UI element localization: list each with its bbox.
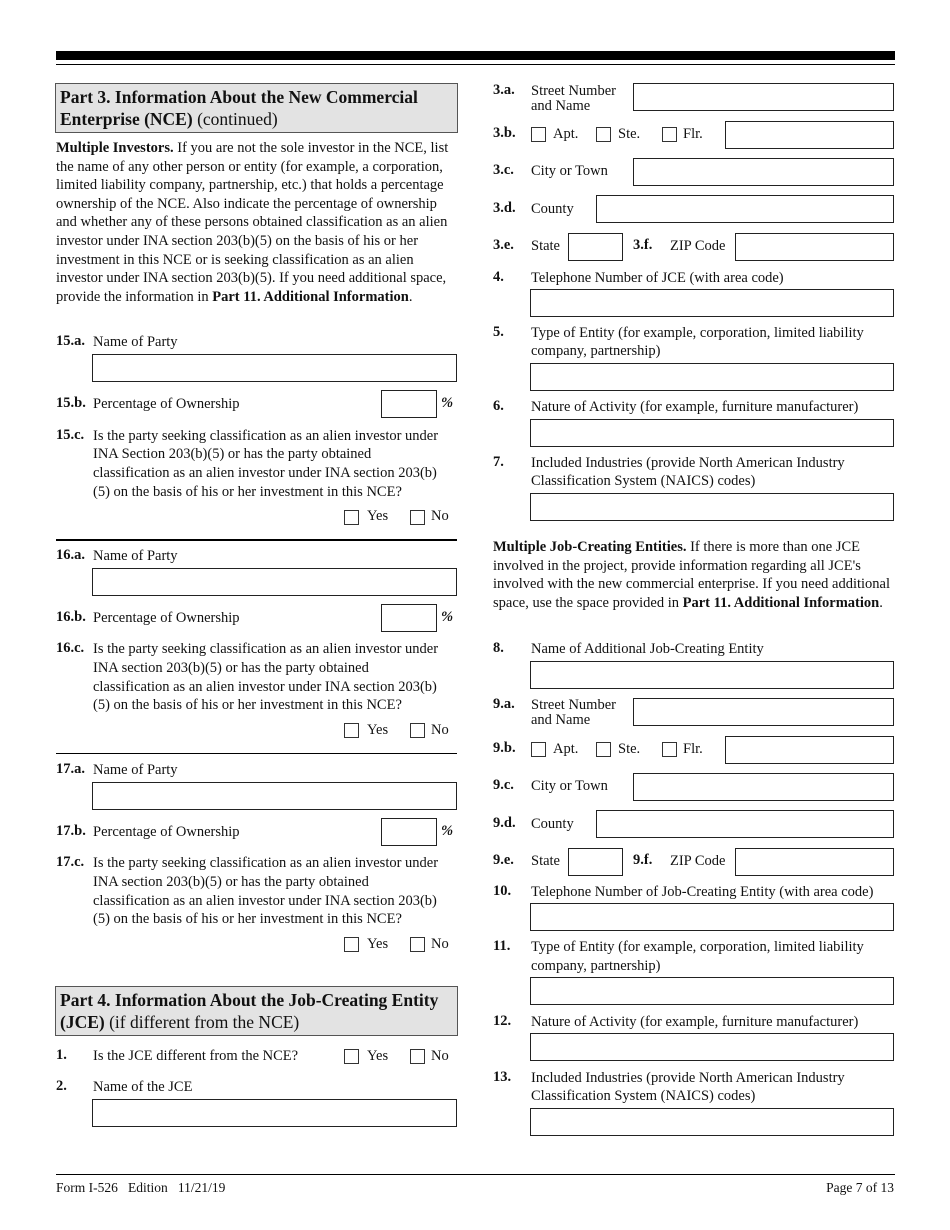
additional-jce-nature-of-activity-input[interactable]	[530, 1033, 894, 1061]
item-13-label-line1: Included Industries (provide North American Industry	[531, 1070, 845, 1086]
name-of-party-15-input[interactable]	[92, 354, 457, 382]
item-9a-label-line1: Street Number	[531, 697, 616, 713]
item-17c-yes-label: Yes	[367, 936, 389, 952]
item-15c-line1: Is the party seeking classification as an alien investor under	[93, 428, 439, 444]
item-9e-label: State	[531, 853, 560, 869]
intro-heading: Multiple Investors.	[56, 140, 174, 156]
part4-title-suffix: (if different from the NCE)	[104, 1012, 300, 1032]
item-3c-label: City or Town	[531, 163, 608, 179]
item-7-number: 7.	[493, 454, 504, 470]
item-9f-label: ZIP Code	[670, 853, 726, 869]
additional-jce-state-input[interactable]	[568, 848, 623, 876]
additional-jce-naics-input[interactable]	[530, 1108, 894, 1136]
part3-header	[55, 83, 458, 133]
item-9d-label: County	[531, 816, 574, 832]
percent-sign-15: %	[441, 395, 454, 411]
additional-jce-unit-input[interactable]	[725, 736, 894, 764]
item-5-label-line2: company, partnership)	[531, 343, 661, 359]
footer-page-number: Page 7 of 13	[826, 1180, 894, 1195]
percentage-16-input[interactable]	[381, 604, 437, 632]
additional-jce-street-input[interactable]	[633, 698, 894, 726]
item-6-number: 6.	[493, 398, 504, 414]
percent-sign-17: %	[441, 823, 454, 839]
item-15c-yes-checkbox[interactable]	[344, 510, 359, 525]
item-7-label-line1: Included Industries (provide North American Industry	[531, 455, 845, 471]
item-8-number: 8.	[493, 640, 504, 656]
item-11-label-line1: Type of Entity (for example, corporation, limited liability	[531, 939, 864, 955]
item-17a-label: Name of Party	[93, 762, 178, 778]
item-3c-number: 3.c.	[493, 162, 514, 178]
item-3d-label: County	[531, 201, 574, 217]
jce-zip-input[interactable]	[735, 233, 894, 261]
jce-telephone-input[interactable]	[530, 289, 894, 317]
part3-title-suffix: (continued)	[192, 109, 278, 129]
multiple-investors-intro	[56, 139, 456, 306]
item-15a-label: Name of Party	[93, 334, 178, 350]
apt-checkbox-2[interactable]	[531, 742, 546, 757]
jce-city-input[interactable]	[633, 158, 894, 186]
item-5-label-line1: Type of Entity (for example, corporation, limited liability	[531, 325, 864, 341]
part3-title: Part 3. Information About the New Commercial Enterprise (NCE)	[60, 87, 418, 129]
item-12-number: 12.	[493, 1013, 512, 1029]
additional-jce-city-input[interactable]	[633, 773, 894, 801]
divider-16-17	[56, 753, 457, 754]
item-16c-line3: classification as an alien investor under INA section 203(b)	[93, 679, 437, 695]
item-9d-number: 9.d.	[493, 815, 516, 831]
item-9e-number: 9.e.	[493, 852, 514, 868]
item-15c-line4: (5) on the basis of his or her investment in this NCE?	[93, 484, 402, 500]
item-17c-line2: INA section 203(b)(5) or has the party obtained	[93, 874, 369, 890]
part4-q1-no-checkbox[interactable]	[410, 1049, 425, 1064]
item-8-label: Name of Additional Job-Creating Entity	[531, 641, 764, 657]
item-3f-label: ZIP Code	[670, 238, 726, 254]
flr-label-1: Flr.	[683, 126, 703, 142]
multi-jce-text: If there is more than one JCE involved in the project, provide information regarding all JCE's involved with the new commercial enterprise. If you need additional space, use the space provided in	[493, 539, 891, 611]
jce-naics-input[interactable]	[530, 493, 894, 521]
part4-q1-yes-checkbox[interactable]	[344, 1049, 359, 1064]
jce-unit-input[interactable]	[725, 121, 894, 149]
intro-text: If you are not the sole investor in the NCE, list the name of any other person or entity (for example, a corporation, limited liability company, partnership, etc.) that holds a percentage ownership of the NCE. Also indicate the percentage of ownership and whether any of these persons obtained classification as an alien investor under INA section 203(b)(5) on the basis of his or her investment in this NCE or is seeking classification as an alien investor under INA section 203(b)(5). If you need additional space, provide the information in	[56, 140, 449, 305]
item-3f-number: 3.f.	[633, 237, 653, 253]
item-15b-label: Percentage of Ownership	[93, 396, 240, 412]
item-9c-label: City or Town	[531, 778, 608, 794]
jce-state-input[interactable]	[568, 233, 623, 261]
item-16c-number: 16.c.	[56, 640, 85, 656]
multi-jce-end: .	[879, 594, 883, 611]
item-15c-no-checkbox[interactable]	[410, 510, 425, 525]
item-17b-label: Percentage of Ownership	[93, 824, 240, 840]
additional-jce-name-input[interactable]	[530, 661, 894, 689]
intro-ref: Part 11. Additional Information	[212, 288, 409, 305]
item-17c-no-label: No	[431, 936, 449, 952]
item-17c-no-checkbox[interactable]	[410, 937, 425, 952]
footer-rule	[56, 1174, 895, 1175]
item-16c-no-checkbox[interactable]	[410, 723, 425, 738]
multi-jce-ref: Part 11. Additional Information	[682, 594, 880, 611]
jce-county-input[interactable]	[596, 195, 894, 223]
additional-jce-county-input[interactable]	[596, 810, 894, 838]
item-3a-number: 3.a.	[493, 82, 515, 98]
item-15c-line2: INA Section 203(b)(5) or has the party obtained	[93, 446, 372, 462]
percent-sign-16: %	[441, 609, 454, 625]
apt-checkbox-1[interactable]	[531, 127, 546, 142]
item-16c-line1: Is the party seeking classification as an alien investor under	[93, 641, 439, 657]
item-9f-number: 9.f.	[633, 852, 653, 868]
item-17c-line4: (5) on the basis of his or her investment in this NCE?	[93, 911, 402, 927]
item-17c-number: 17.c.	[56, 854, 85, 870]
item-10-label: Telephone Number of Job-Creating Entity (with area code)	[531, 884, 874, 900]
item-17c-line1: Is the party seeking classification as an alien investor under	[93, 855, 439, 871]
apt-label-2: Apt.	[553, 741, 579, 757]
jce-street-input[interactable]	[633, 83, 894, 111]
intro-end: .	[408, 288, 413, 305]
item-9a-number: 9.a.	[493, 696, 515, 712]
top-thin-rule	[56, 64, 895, 65]
part4-q2-number: 2.	[56, 1078, 67, 1094]
ste-label-2: Ste.	[618, 741, 641, 757]
part4-q1-no-label: No	[431, 1048, 449, 1064]
additional-jce-entity-type-input[interactable]	[530, 977, 894, 1005]
ste-checkbox-2[interactable]	[596, 742, 611, 757]
item-5-number: 5.	[493, 324, 504, 340]
apt-label-1: Apt.	[553, 126, 579, 142]
item-15c-line3: classification as an alien investor under INA section 203(b)	[93, 465, 437, 481]
flr-label-2: Flr.	[683, 741, 703, 757]
jce-name-input[interactable]	[92, 1099, 457, 1127]
item-7-label-line2: Classification System (NAICS) codes)	[531, 473, 756, 489]
ste-checkbox-1[interactable]	[596, 127, 611, 142]
item-16c-yes-label: Yes	[367, 722, 389, 738]
item-16a-label: Name of Party	[93, 548, 178, 564]
item-16b-label: Percentage of Ownership	[93, 610, 240, 626]
flr-checkbox-2[interactable]	[662, 742, 677, 757]
item-6-label: Nature of Activity (for example, furniture manufacturer)	[531, 399, 859, 415]
item-16a-number: 16.a.	[56, 547, 85, 563]
item-9a-label-line2: and Name	[531, 712, 591, 728]
item-16c-yes-checkbox[interactable]	[344, 723, 359, 738]
item-16c-line4: (5) on the basis of his or her investment in this NCE?	[93, 697, 402, 713]
item-17b-number: 17.b.	[56, 823, 86, 839]
flr-checkbox-1[interactable]	[662, 127, 677, 142]
item-16b-number: 16.b.	[56, 609, 86, 625]
item-3d-number: 3.d.	[493, 200, 516, 216]
item-15c-number: 15.c.	[56, 427, 85, 443]
item-4-number: 4.	[493, 269, 504, 285]
item-15b-number: 15.b.	[56, 395, 86, 411]
item-15a-number: 15.a.	[56, 333, 85, 349]
item-9c-number: 9.c.	[493, 777, 514, 793]
item-3a-label-line2: and Name	[531, 98, 591, 114]
item-11-number: 11.	[493, 938, 511, 954]
item-3b-number: 3.b.	[493, 125, 516, 141]
item-13-number: 13.	[493, 1069, 512, 1085]
part4-q2-label: Name of the JCE	[93, 1079, 193, 1095]
divider-15-16	[56, 539, 457, 541]
item-16c-no-label: No	[431, 722, 449, 738]
item-3e-label: State	[531, 238, 560, 254]
item-12-label: Nature of Activity (for example, furniture manufacturer)	[531, 1014, 859, 1030]
item-3e-number: 3.e.	[493, 237, 514, 253]
item-17c-yes-checkbox[interactable]	[344, 937, 359, 952]
ste-label-1: Ste.	[618, 126, 641, 142]
item-17a-number: 17.a.	[56, 761, 85, 777]
item-16c-line2: INA section 203(b)(5) or has the party obtained	[93, 660, 369, 676]
percentage-15-input[interactable]	[381, 390, 437, 418]
item-15c-no-label: No	[431, 508, 449, 524]
name-of-party-16-input[interactable]	[92, 568, 457, 596]
item-11-label-line2: company, partnership)	[531, 958, 661, 974]
item-4-label: Telephone Number of JCE (with area code)	[531, 270, 784, 286]
footer-form-edition: Form I-526 Edition 11/21/19	[56, 1180, 226, 1195]
jce-entity-type-input[interactable]	[530, 363, 894, 391]
additional-jce-zip-input[interactable]	[735, 848, 894, 876]
item-10-number: 10.	[493, 883, 512, 899]
jce-nature-of-activity-input[interactable]	[530, 419, 894, 447]
percentage-17-input[interactable]	[381, 818, 437, 846]
name-of-party-17-input[interactable]	[92, 782, 457, 810]
part4-header	[55, 986, 458, 1036]
item-17c-line3: classification as an alien investor under INA section 203(b)	[93, 893, 437, 909]
multiple-jce-intro	[493, 538, 895, 612]
additional-jce-telephone-input[interactable]	[530, 903, 894, 931]
part4-q1-yes-label: Yes	[367, 1048, 389, 1064]
item-9b-number: 9.b.	[493, 740, 516, 756]
top-thick-rule	[56, 51, 895, 60]
item-13-label-line2: Classification System (NAICS) codes)	[531, 1088, 756, 1104]
item-3a-label-line1: Street Number	[531, 83, 616, 99]
multi-jce-heading: Multiple Job-Creating Entities.	[493, 539, 687, 555]
part4-title: Part 4. Information About the Job-Creating Entity (JCE)	[60, 990, 439, 1032]
part4-q1-label: Is the JCE different from the NCE?	[93, 1048, 299, 1064]
item-15c-yes-label: Yes	[367, 508, 389, 524]
part4-q1-number: 1.	[56, 1047, 67, 1063]
